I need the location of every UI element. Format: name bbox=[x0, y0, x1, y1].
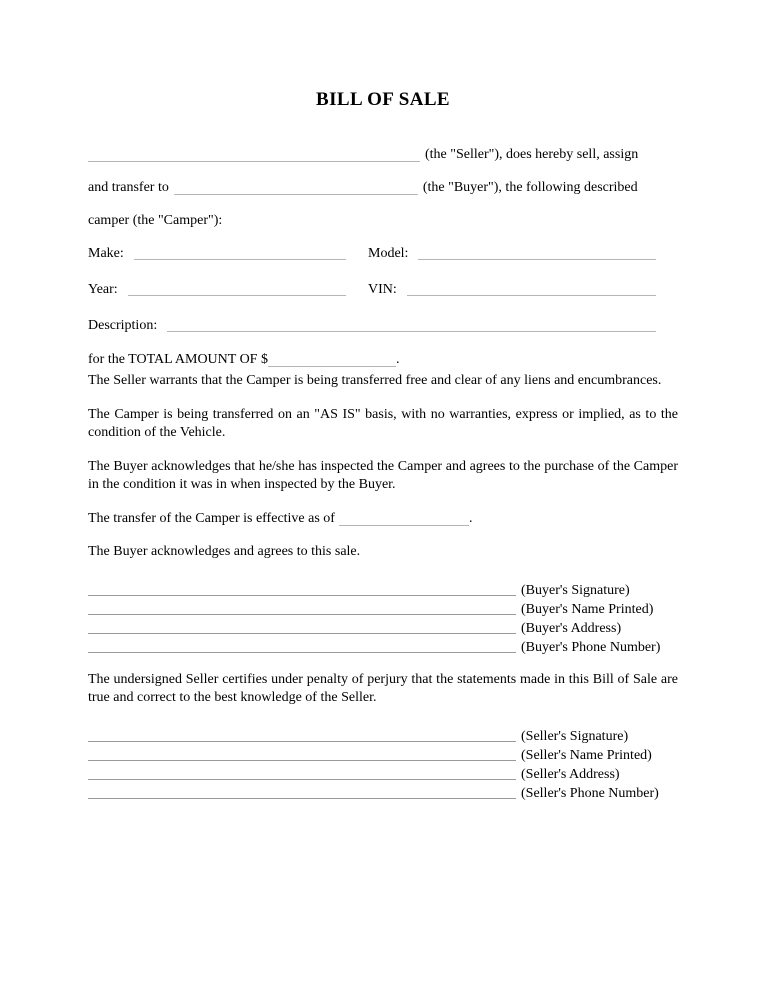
year-field[interactable] bbox=[128, 295, 346, 296]
document-title: BILL OF SALE bbox=[316, 89, 450, 110]
buyer-name-printed-row bbox=[88, 600, 678, 619]
amount-suffix: . bbox=[395, 352, 400, 367]
buyer-address-row bbox=[88, 619, 678, 638]
make-model-row bbox=[88, 245, 656, 263]
model-field[interactable] bbox=[418, 259, 656, 260]
warranty-paragraph: The Seller warrants that the Camper is being transferred free and clear of any liens and encumbrances. bbox=[88, 373, 662, 388]
seller-name-field[interactable] bbox=[88, 149, 420, 162]
year-col bbox=[88, 281, 368, 299]
buyer-signature-row bbox=[88, 581, 678, 600]
make-field[interactable] bbox=[134, 259, 346, 260]
seller-address-row bbox=[88, 765, 678, 784]
seller-name-printed-row bbox=[88, 746, 678, 765]
document-content bbox=[88, 88, 678, 817]
description-field[interactable] bbox=[167, 331, 656, 332]
seller-address-label: (Seller's Address) bbox=[521, 767, 620, 782]
description-label: Description: bbox=[88, 318, 158, 333]
make-label: Make: bbox=[88, 246, 124, 261]
seller-phone-row bbox=[88, 784, 678, 803]
buyer-line bbox=[88, 179, 678, 197]
buyer-signature-block bbox=[88, 581, 678, 657]
camper-line: camper (the "Camper"): bbox=[88, 213, 223, 228]
amount-prefix: for the TOTAL AMOUNT OF $ bbox=[88, 352, 268, 367]
model-label: Model: bbox=[368, 246, 409, 261]
model-col bbox=[368, 245, 656, 263]
buyer-address-field[interactable] bbox=[88, 633, 516, 634]
buyer-name-printed-label: (Buyer's Name Printed) bbox=[521, 602, 654, 617]
buyer-signature-field[interactable] bbox=[88, 595, 516, 596]
buyer-name-printed-field[interactable] bbox=[88, 614, 516, 615]
year-vin-row bbox=[88, 281, 656, 299]
seller-name-printed-field[interactable] bbox=[88, 760, 516, 761]
buyer-phone-label: (Buyer's Phone Number) bbox=[521, 640, 661, 655]
buyer-name-field[interactable] bbox=[174, 182, 418, 195]
inspection-paragraph: The Buyer acknowledges that he/she has inspected the Camper and agrees to the purchase of the Camper in the condition it was in when inspected by the Buyer. bbox=[88, 459, 678, 492]
vin-col bbox=[368, 281, 656, 299]
seller-phone-label: (Seller's Phone Number) bbox=[521, 786, 659, 801]
seller-signature-field[interactable] bbox=[88, 741, 516, 742]
as-is-paragraph: The Camper is being transferred on an "AS IS" basis, with no warranties, express or implied, as to the condition of the Vehicle. bbox=[88, 407, 678, 440]
seller-line-text: (the "Seller"), does hereby sell, assign bbox=[425, 147, 639, 162]
year-label: Year: bbox=[88, 282, 118, 297]
seller-signature-block bbox=[88, 727, 678, 803]
seller-name-printed-label: (Seller's Name Printed) bbox=[521, 748, 652, 763]
vehicle-fields bbox=[88, 245, 678, 335]
seller-phone-field[interactable] bbox=[88, 798, 516, 799]
buyer-signature-label: (Buyer's Signature) bbox=[521, 583, 630, 598]
seller-address-field[interactable] bbox=[88, 779, 516, 780]
buyer-phone-field[interactable] bbox=[88, 652, 516, 653]
buyer-address-label: (Buyer's Address) bbox=[521, 621, 622, 636]
buyer-line-suffix: (the "Buyer"), the following described bbox=[422, 180, 638, 195]
seller-signature-label: (Seller's Signature) bbox=[521, 729, 629, 744]
buyer-line-prefix: and transfer to bbox=[88, 180, 169, 195]
effective-suffix: . bbox=[468, 511, 473, 526]
effective-date-field[interactable] bbox=[339, 513, 469, 526]
effective-date-line bbox=[88, 510, 678, 528]
buyer-agrees-line: The Buyer acknowledges and agrees to this sale. bbox=[88, 544, 361, 559]
buyer-phone-row bbox=[88, 638, 678, 657]
amount-line bbox=[88, 351, 678, 369]
description-row bbox=[88, 317, 656, 335]
effective-prefix: The transfer of the Camper is effective as of bbox=[88, 511, 335, 526]
vin-field[interactable] bbox=[407, 295, 656, 296]
amount-field[interactable] bbox=[268, 354, 396, 367]
seller-certification-paragraph: The undersigned Seller certifies under penalty of perjury that the statements made in this Bill of Sale are true and correct to the best knowledge of the Seller. bbox=[88, 672, 678, 705]
make-col bbox=[88, 245, 368, 263]
seller-signature-row bbox=[88, 727, 678, 746]
seller-line bbox=[88, 146, 678, 164]
vin-label: VIN: bbox=[368, 282, 397, 297]
